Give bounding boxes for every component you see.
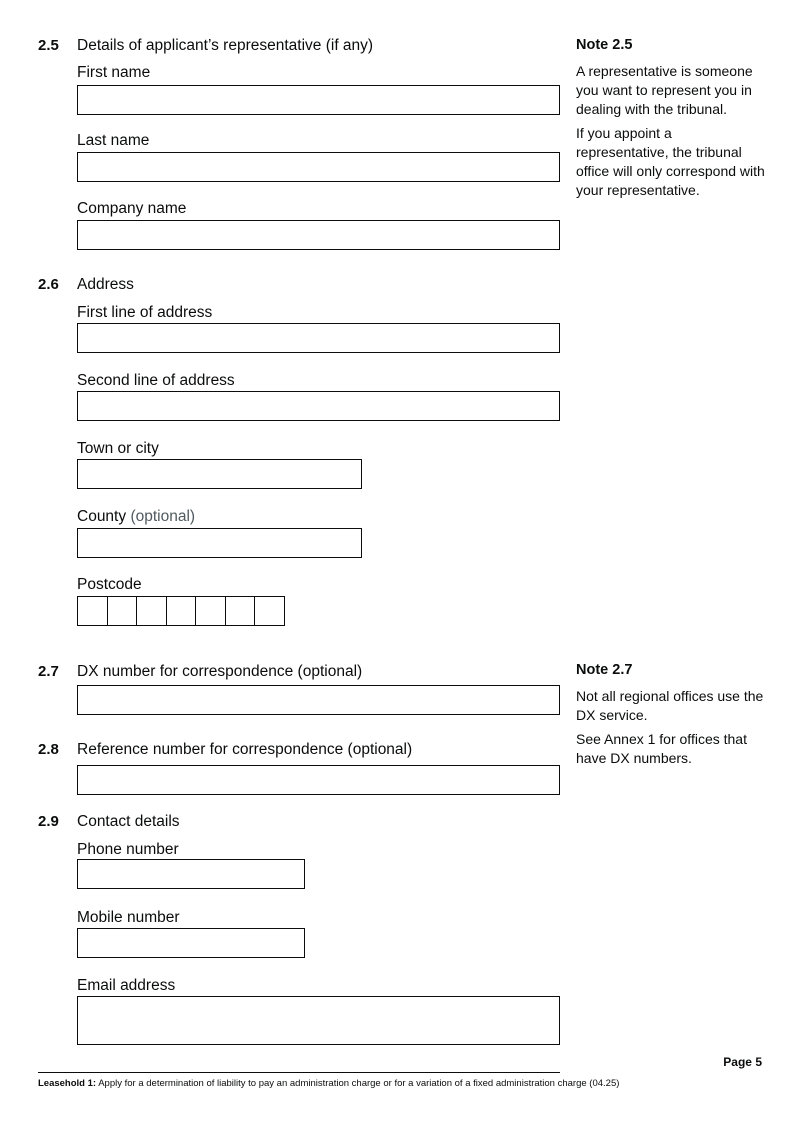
company-name-label: Company name <box>77 200 187 217</box>
note-2-7-paragraph-2: See Annex 1 for offices that have DX numbers. <box>576 731 747 766</box>
email-label: Email address <box>77 977 176 994</box>
first-name-label: First name <box>77 64 151 81</box>
footer-form-name: Leasehold 1: <box>38 1078 97 1089</box>
mobile-input[interactable] <box>77 928 305 958</box>
postcode-label: Postcode <box>77 576 142 593</box>
section-title-2-8: Reference number for correspondence (optional) <box>77 741 413 758</box>
address-line2-input[interactable] <box>77 391 560 421</box>
note-2-5-title: Note 2.5 <box>576 37 633 53</box>
county-optional-text: (optional) <box>130 508 196 525</box>
last-name-label: Last name <box>77 132 150 149</box>
first-name-input[interactable] <box>77 85 560 115</box>
section-number-2-8: 2.8 <box>38 741 59 758</box>
reference-number-input[interactable] <box>77 765 560 795</box>
county-input[interactable] <box>77 528 362 558</box>
note-2-5-paragraph-2: If you appoint a representative, the tribunal office will only correspond with your representative. <box>576 125 765 198</box>
phone-input[interactable] <box>77 859 305 889</box>
section-number-2-7: 2.7 <box>38 663 59 680</box>
address-line1-input[interactable] <box>77 323 560 353</box>
dx-number-input[interactable] <box>77 685 560 715</box>
section-number-2-5: 2.5 <box>38 37 59 54</box>
page-number: Page 5 <box>723 1055 762 1069</box>
town-label: Town or city <box>77 440 159 457</box>
postcode-char-box[interactable] <box>166 596 197 626</box>
section-title-2-5: Details of applicant’s representative (if any) <box>77 37 374 54</box>
postcode-char-box[interactable] <box>195 596 226 626</box>
footer-text <box>38 1078 619 1089</box>
town-input[interactable] <box>77 459 362 489</box>
mobile-label: Mobile number <box>77 909 180 926</box>
last-name-input[interactable] <box>77 152 560 182</box>
note-2-5-paragraph-1: A representative is someone you want to represent you in dealing with the tribunal. <box>576 63 753 117</box>
postcode-char-box[interactable] <box>107 596 138 626</box>
county-label-text: County <box>77 508 127 525</box>
postcode-char-box[interactable] <box>77 596 108 626</box>
postcode-char-box[interactable] <box>136 596 167 626</box>
postcode-char-box[interactable] <box>254 596 285 626</box>
county-label <box>77 508 195 526</box>
note-2-5-body <box>576 62 768 205</box>
email-input[interactable] <box>77 996 560 1045</box>
section-title-2-6: Address <box>77 276 134 293</box>
section-number-2-9: 2.9 <box>38 813 59 830</box>
postcode-char-box[interactable] <box>225 596 256 626</box>
postcode-input-group <box>77 596 284 626</box>
footer-description: Apply for a determination of liability to pay an administration charge or for a variation of a fixed administration charge (04.25) <box>98 1078 620 1089</box>
section-title-2-7: DX number for correspondence (optional) <box>77 663 363 680</box>
note-2-7-paragraph-1: Not all regional offices use the DX service. <box>576 688 764 723</box>
address-line2-label: Second line of address <box>77 372 235 389</box>
footer-divider <box>38 1072 560 1073</box>
section-title-2-9: Contact details <box>77 813 180 830</box>
phone-label: Phone number <box>77 841 179 858</box>
section-number-2-6: 2.6 <box>38 276 59 293</box>
company-name-input[interactable] <box>77 220 560 250</box>
address-line1-label: First line of address <box>77 304 213 321</box>
note-2-7-body <box>576 687 768 773</box>
note-2-7-title: Note 2.7 <box>576 662 633 678</box>
